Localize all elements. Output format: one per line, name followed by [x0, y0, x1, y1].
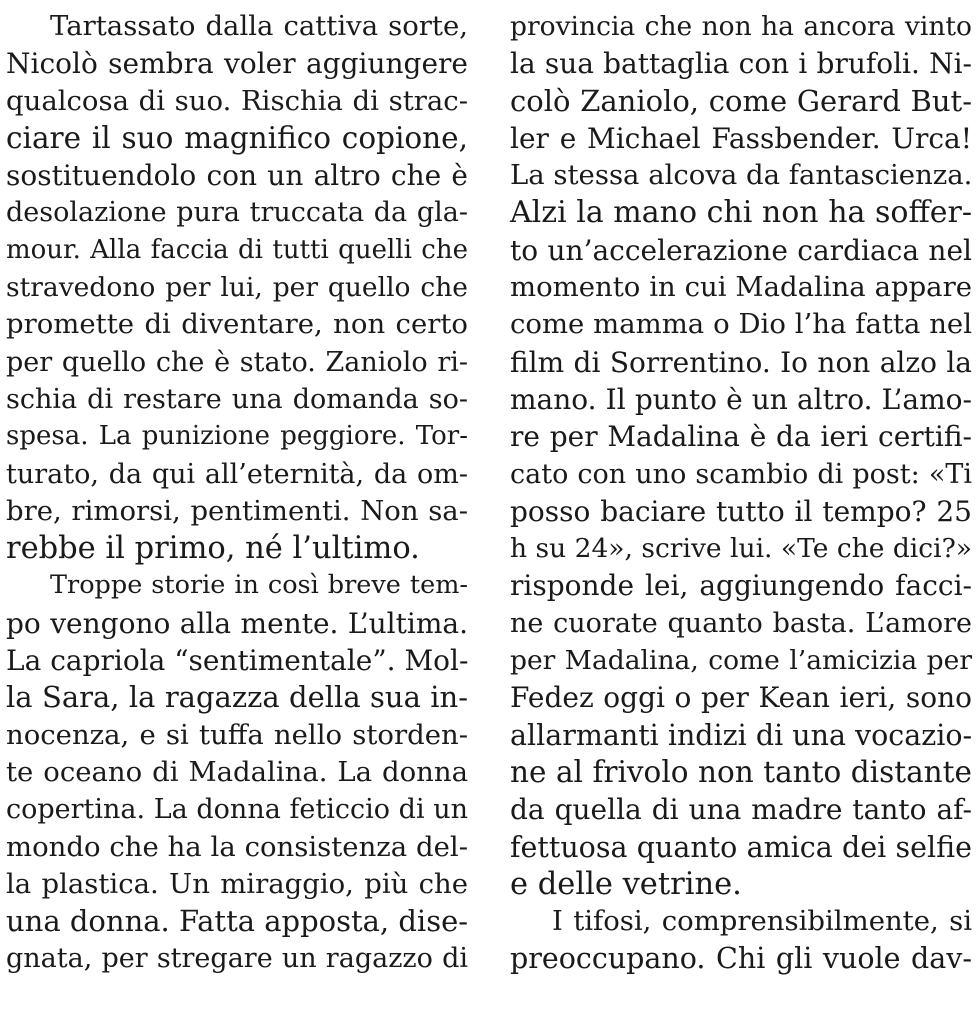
text-line: la plastica. Un miraggio, più che — [6, 867, 468, 900]
text-line: turato, da qui all’eternità, da om- — [6, 458, 468, 490]
text-line: Alzi la mano chi non ha soffer- — [510, 195, 972, 231]
text-line: film di Sorrentino. Io non alzo la — [510, 345, 972, 379]
text-line: cato con uno scambio di post: «Ti — [510, 458, 972, 490]
text-line: desolazione pura truccata da gla- — [6, 197, 468, 229]
text-line: I tifosi, comprensibilmente, si — [552, 905, 972, 938]
text-line: rebbe il primo, né l’ultimo. — [6, 531, 420, 567]
text-line: ciare il suo magnifico copione, — [6, 120, 468, 155]
text-line: bre, rimorsi, pentimenti. Non sa- — [6, 494, 468, 527]
text-line: e delle vetrine. — [510, 866, 742, 902]
text-line: to un’accelerazione cardiaca nel — [510, 233, 972, 267]
text-line: h su 24», scrive lui. «Te che dici?» — [510, 533, 973, 565]
text-line: Fedez oggi o per Kean ieri, sono — [510, 681, 972, 715]
text-line: ler e Michael Fassbender. Urca! — [510, 121, 972, 155]
text-line: mour. Alla faccia di tutti quelli che — [6, 234, 468, 265]
text-line: sostituendolo con un altro che è — [6, 159, 468, 193]
text-line: risponde lei, aggiungendo facci- — [510, 569, 972, 603]
text-line: per Madalina, come l’amicizia per — [510, 645, 972, 677]
text-line: re per Madalina è da ieri certifi- — [510, 420, 972, 454]
text-line: promette di diventare, non certo — [6, 308, 468, 341]
text-line: posso baciare tutto il tempo? 25 — [510, 494, 972, 528]
text-line: la Sara, la ragazza della sua in- — [6, 680, 468, 715]
text-line: mondo che ha la consistenza del- — [6, 830, 468, 863]
text-line: una donna. Fatta apposta, dise- — [6, 904, 469, 939]
text-line: mano. Il punto è un altro. L’amo- — [510, 382, 972, 416]
text-line: fettuosa quanto amica dei selfie — [510, 830, 972, 864]
text-line: allarmanti indizi di una vocazio- — [510, 718, 973, 752]
text-line: da quella di una madre tanto af- — [510, 793, 972, 827]
text-line: Tartassato dalla cattiva sorte, — [50, 10, 468, 42]
text-line: gnata, per stregare un ragazzo di — [6, 943, 468, 975]
text-line: per quello che è stato. Zaniolo ri- — [6, 346, 468, 378]
text-line: come mamma o Dio l’ha fatta nel — [510, 308, 972, 341]
text-line: copertina. La donna feticcio di un — [6, 794, 468, 826]
left-column — [6, 8, 468, 978]
text-line: preoccupano. Chi gli vuole dav- — [510, 942, 972, 976]
text-line: colò Zaniolo, come Gerard But- — [510, 83, 972, 118]
text-line: nocenza, e si tuffa nello storden- — [6, 718, 468, 751]
text-line: po vengono alla mente. L’ultima. — [6, 606, 468, 640]
right-column — [510, 8, 972, 978]
text-line: la sua battaglia con i brufoli. Ni- — [510, 47, 972, 81]
text-line: spesa. La punizione peggiore. Tor- — [6, 421, 468, 452]
text-line: Troppe storie in così breve tem- — [50, 570, 468, 601]
text-line: momento in cui Madalina appare — [510, 271, 972, 304]
text-line: Nicolò sembra voler aggiungere — [6, 47, 468, 81]
text-line: La stessa alcova da fantascienza. — [510, 159, 973, 192]
text-line: te oceano di Madalina. La donna — [6, 755, 468, 788]
text-line: qualcosa di suo. Rischia di strac- — [6, 84, 468, 117]
text-line: La capriola “sentimentale”. Mol- — [6, 644, 469, 678]
text-line: ne al frivolo non tanto distante — [510, 754, 972, 789]
text-line: stravedono per lui, per quello che — [6, 272, 468, 304]
text-line: ne cuorate quanto basta. L’amore — [510, 607, 972, 639]
text-line: schia di restare una domanda so- — [6, 383, 468, 415]
text-line: provincia che non ha ancora vinto — [510, 11, 972, 42]
